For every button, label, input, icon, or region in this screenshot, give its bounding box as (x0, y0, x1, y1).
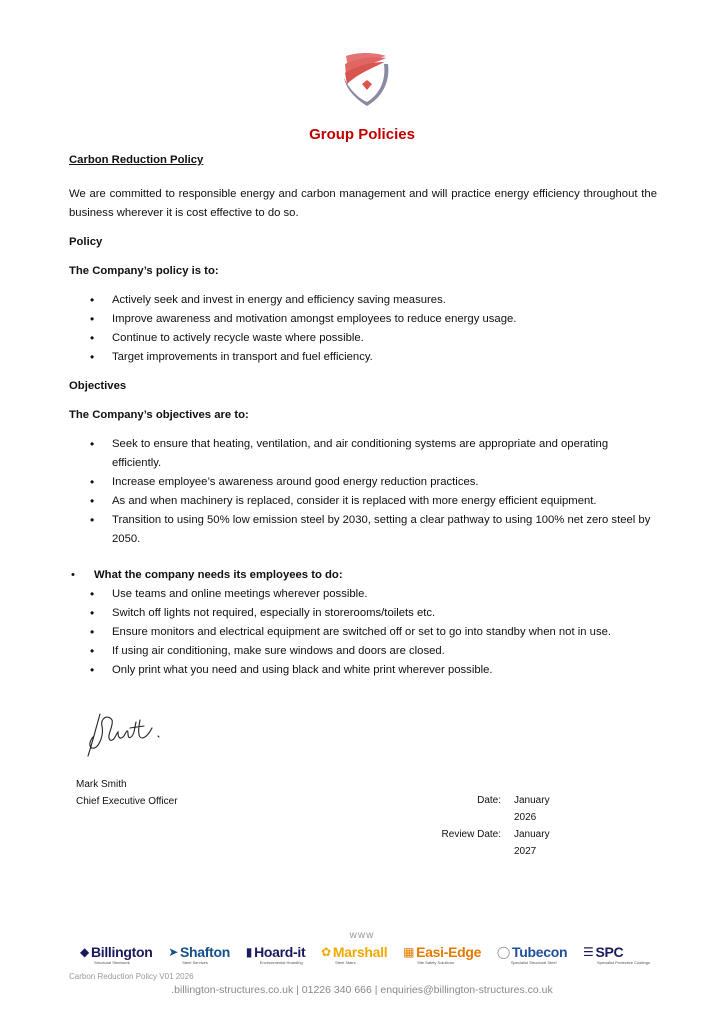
objectives-label: Objectives (69, 380, 127, 392)
date-label: Date: (477, 795, 501, 806)
policy-list (69, 291, 657, 367)
brand-name: SPC (595, 944, 624, 960)
brand-name: Billington (90, 944, 153, 960)
grid-icon: ▦ (403, 945, 415, 959)
list-item: • Seek to ensure that heating, ventilation, and air conditioning systems are appropriate and operating efficiently. (69, 435, 657, 473)
review-date-label: Review Date: (441, 829, 501, 840)
ring-icon: ◯ (496, 945, 511, 959)
policy-lead: The Company’s policy is to: (69, 265, 219, 277)
list-item: • Transition to using 50% low emission steel by 2030, setting a clear pathway to using 100% net zero steel by 2050. (69, 511, 657, 549)
brand-tag: Environmental Hoarding (259, 960, 303, 965)
list-item: • Ensure monitors and electrical equipment are switched off or set to go into standby when not in use. (69, 623, 657, 642)
list-item: • As and when machinery is replaced, consider it is replaced with more energy efficient equipment. (69, 492, 657, 511)
list-item: • Switch off lights not required, especially in storerooms/toilets etc. (69, 604, 657, 623)
list-item: • Target improvements in transport and fuel efficiency. (69, 348, 657, 367)
brand-hoard-it (246, 944, 306, 965)
review-date-value: January 2027 (514, 829, 550, 857)
signer-name: Mark Smith (76, 779, 127, 790)
list-item: • If using air conditioning, make sure windows and doors are closed. (69, 642, 657, 661)
brand-easi-edge (403, 944, 481, 965)
brand-name: Shafton (180, 944, 231, 960)
brand-tubecon (497, 944, 567, 965)
objectives-list (69, 435, 657, 549)
list-item: • Only print what you need and using black and white print wherever possible. (69, 661, 657, 680)
brand-spc (583, 944, 650, 965)
employees-lead: • What the company needs its employees to do: (69, 566, 657, 585)
brand-marshall (321, 944, 387, 965)
policy-label: Policy (69, 236, 103, 248)
objectives-lead: The Company’s objectives are to: (69, 409, 249, 421)
brand-logos (80, 944, 650, 968)
policy-heading: Carbon Reduction Policy (69, 154, 204, 166)
list-item: • Actively seek and invest in energy and efficiency saving measures. (69, 291, 657, 310)
document-reference: Carbon Reduction Policy V01 2026 (69, 972, 194, 981)
feather-icon: ✿ (321, 945, 331, 959)
policy-body (69, 151, 657, 690)
brand-name: Marshall (332, 944, 388, 960)
signature (80, 706, 170, 762)
dates-block (442, 792, 574, 860)
brand-shafton (168, 944, 230, 965)
brand-name: Hoard-it (254, 944, 306, 960)
page-title: Group Policies (309, 126, 415, 143)
stripes-icon: ☰ (583, 945, 594, 959)
signer-block (76, 776, 178, 810)
list-item: • Use teams and online meetings wherever possible. (69, 585, 657, 604)
brand-billington (80, 944, 152, 965)
list-item: • Improve awareness and motivation amongst employees to reduce energy usage. (69, 310, 657, 329)
signer-role: Chief Executive Officer (76, 796, 178, 807)
brand-name: Easi-Edge (416, 944, 482, 960)
shield-chevron-icon (340, 50, 394, 108)
swoosh-icon: ➤ (168, 945, 179, 959)
brand-tag: Steel Stairs (335, 960, 356, 965)
brand-tag: Structural Steelwork (94, 960, 130, 965)
brand-tag: Specialist Protective Coatings (597, 960, 650, 965)
contact-line: .billington-structures.co.uk | 01226 340 666 | enquiries@billington-structures.co.uk (171, 984, 553, 996)
bars-icon: ▮ (245, 945, 253, 959)
list-item: • Increase employee’s awareness around good energy reduction practices. (69, 473, 657, 492)
diamond-icon: ◆ (80, 945, 89, 959)
list-item: • Continue to actively recycle waste where possible. (69, 329, 657, 348)
brand-name: Tubecon (512, 944, 568, 960)
employees-list (69, 585, 657, 680)
brand-tag: Site Safety Solutions (417, 960, 454, 965)
brand-tag: Steel Services (182, 960, 208, 965)
brand-tag: Specialist Structural Steel (510, 960, 557, 965)
www-prefix: www (349, 930, 375, 941)
date-value: January 2026 (514, 795, 550, 823)
intro-paragraph: We are committed to responsible energy and carbon management and will practice energy efficiency throughout the business wherever it is cost effective to do so. (69, 188, 657, 219)
